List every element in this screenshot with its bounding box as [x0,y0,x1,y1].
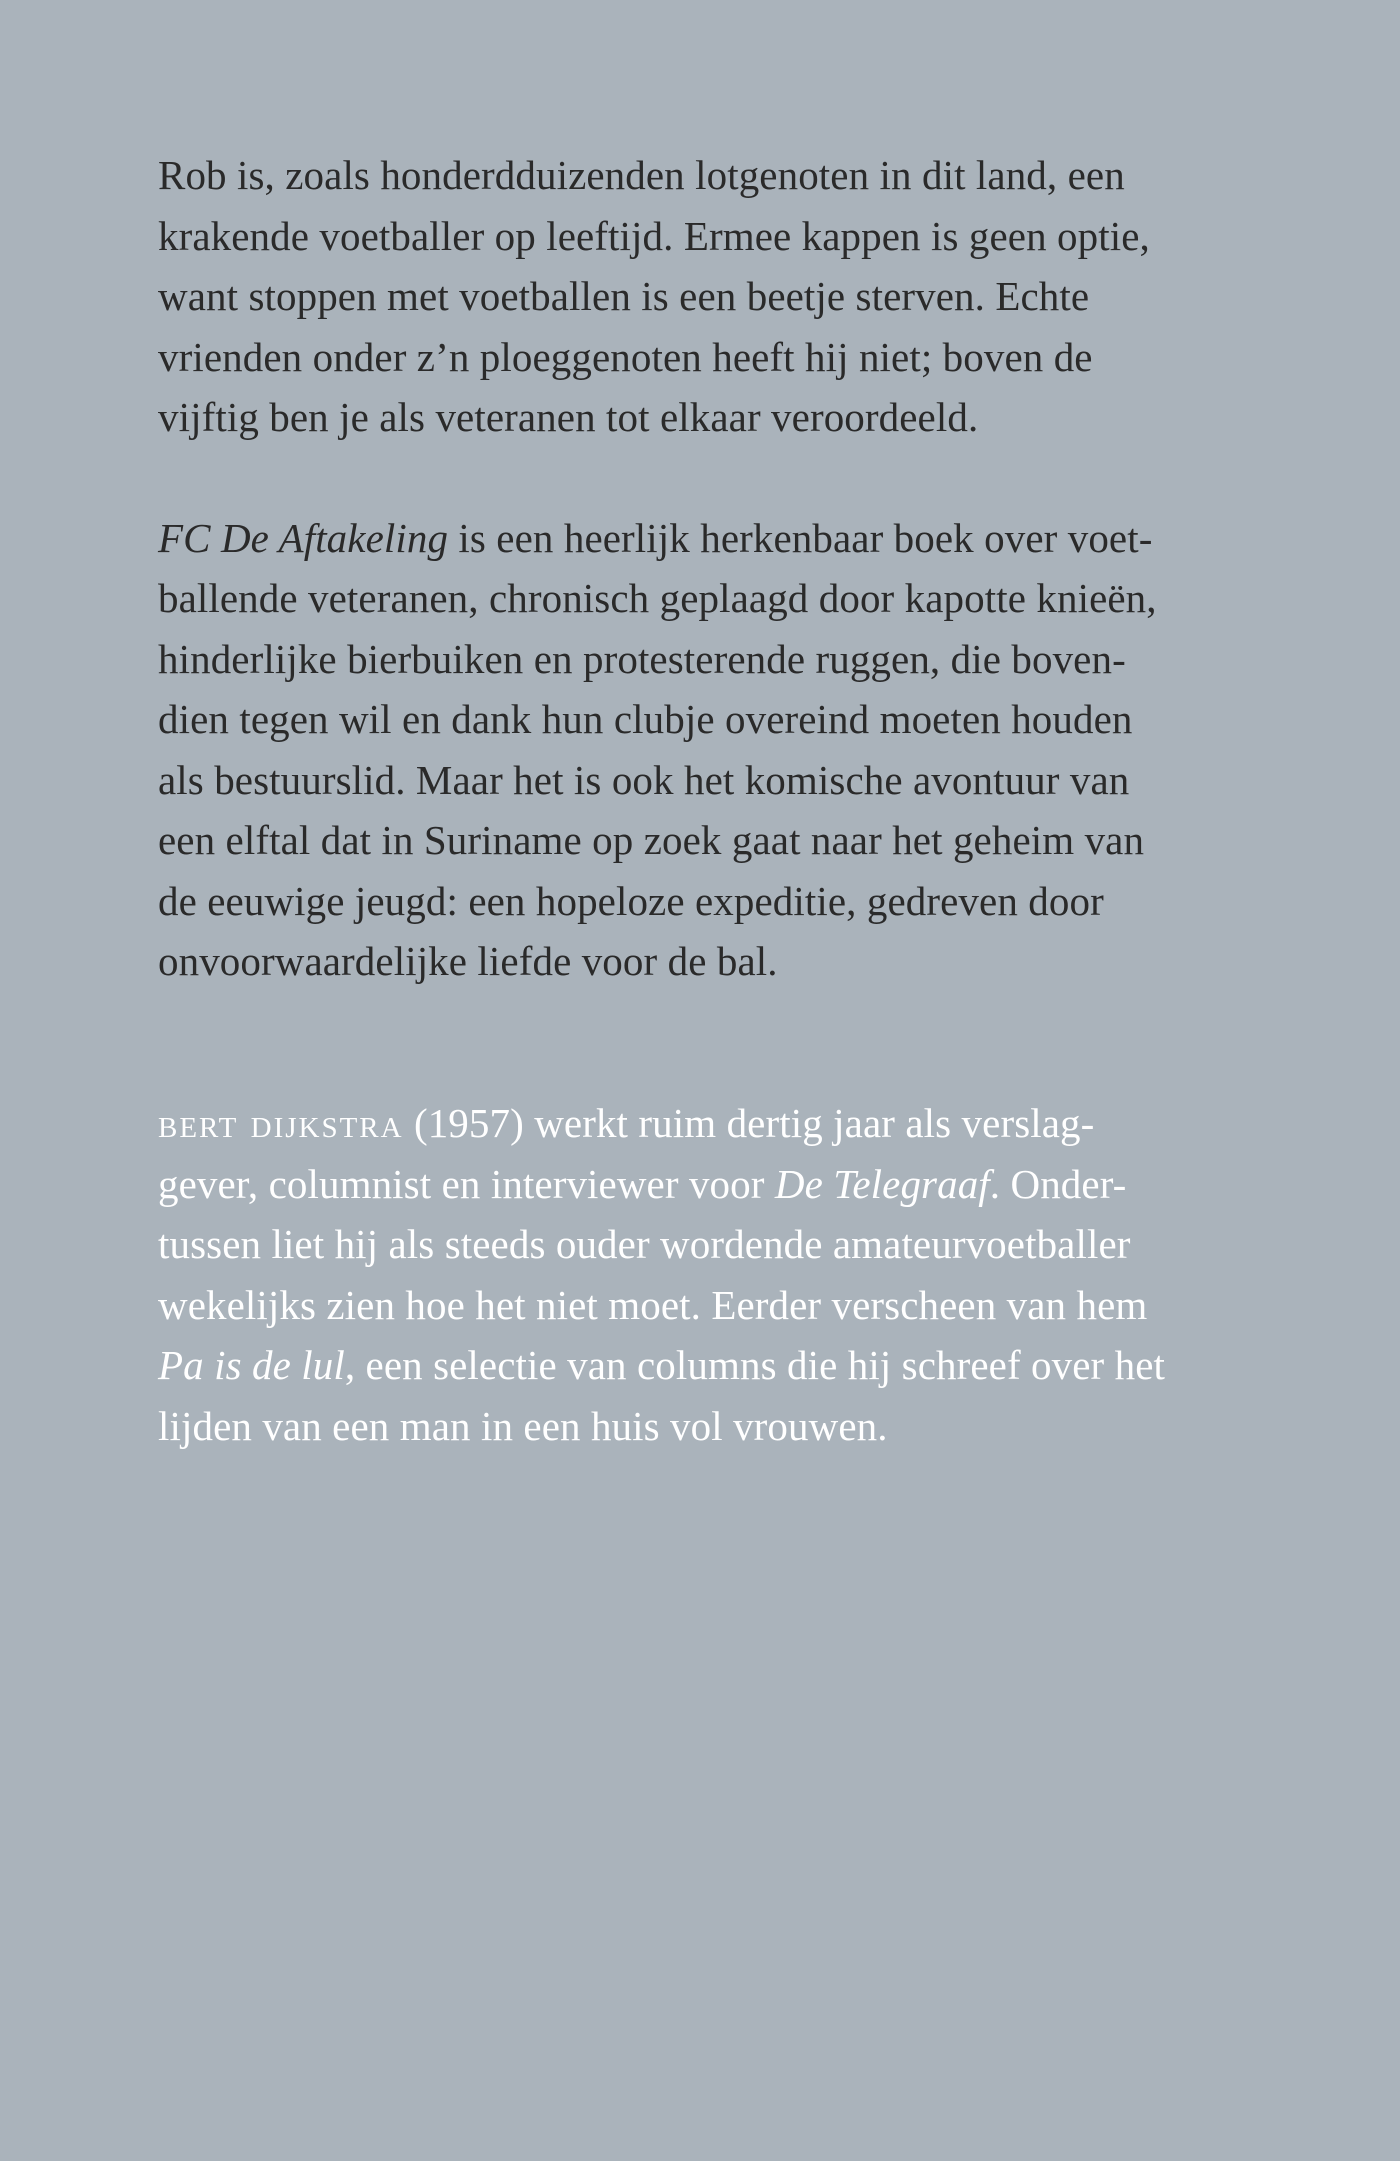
blurb-line: krakende voetballer op leeftijd. Ermee kappen is geen optie, [158,212,1150,259]
author-bio [158,1093,1258,1456]
blurb-line [158,508,1258,569]
blurb-line: ballende veteranen, chronisch geplaagd door kapotte knieën, [158,575,1157,621]
bio-line [158,1154,1258,1215]
blurb-paragraph-2 [158,508,1258,992]
newspaper-title: De Telegraaf [774,1160,990,1207]
blurb-paragraph-1 [158,145,1258,448]
bio-line: tussen liet hij als steeds ouder wordende amateurvoetballer [158,1221,1131,1267]
blurb-line: Rob is, zoals honderdduizenden lotgenoten in dit land, een [158,152,1125,198]
book-title: FC De Aftakeling [158,514,449,561]
blurb-line-text: is een heerlijk herkenbaar boek over voet- [448,514,1153,561]
bio-text: (1957) werkt ruim dertig jaar als verslag- [403,1100,1095,1146]
blurb-line: een elftal dat in Suriname op zoek gaat naar het geheim van [158,817,1145,863]
bio-line: wekelijks zien hoe het niet moet. Eerder verscheen van hem [158,1281,1148,1328]
bio-text: . Onder- [989,1160,1127,1207]
blurb-line: hinderlijke bierbuiken en protesterende ruggen, die boven- [158,635,1126,682]
book-blurb [158,145,1258,992]
blurb-line: onvoorwaardelijke liefde voor de bal. [158,938,778,984]
bio-text: , een selectie van columns die hij schreef over het [344,1342,1166,1388]
blurb-line: de eeuwige jeugd: een hopeloze expeditie, gedreven door [158,877,1104,924]
bio-line [158,1093,1258,1154]
bio-text: gever, columnist en interviewer voor [158,1160,775,1207]
blurb-line: vrienden onder z’n ploeggenoten heeft hij niet; boven de [158,333,1093,380]
bio-line [158,1335,1258,1396]
author-name: bert dijkstra [158,1100,404,1146]
blurb-line: want stoppen met voetballen is een beetje sterven. Echte [158,273,1090,319]
previous-book-title: Pa is de lul [158,1342,345,1388]
blurb-line: als bestuurslid. Maar het is ook het komische avontuur van [158,756,1130,803]
blurb-line: dien tegen wil en dank hun clubje overeind moeten houden [158,696,1133,742]
blurb-line: vijftig ben je als veteranen tot elkaar veroordeeld. [158,394,979,440]
bio-line: lijden van een man in een huis vol vrouwen. [158,1402,888,1449]
